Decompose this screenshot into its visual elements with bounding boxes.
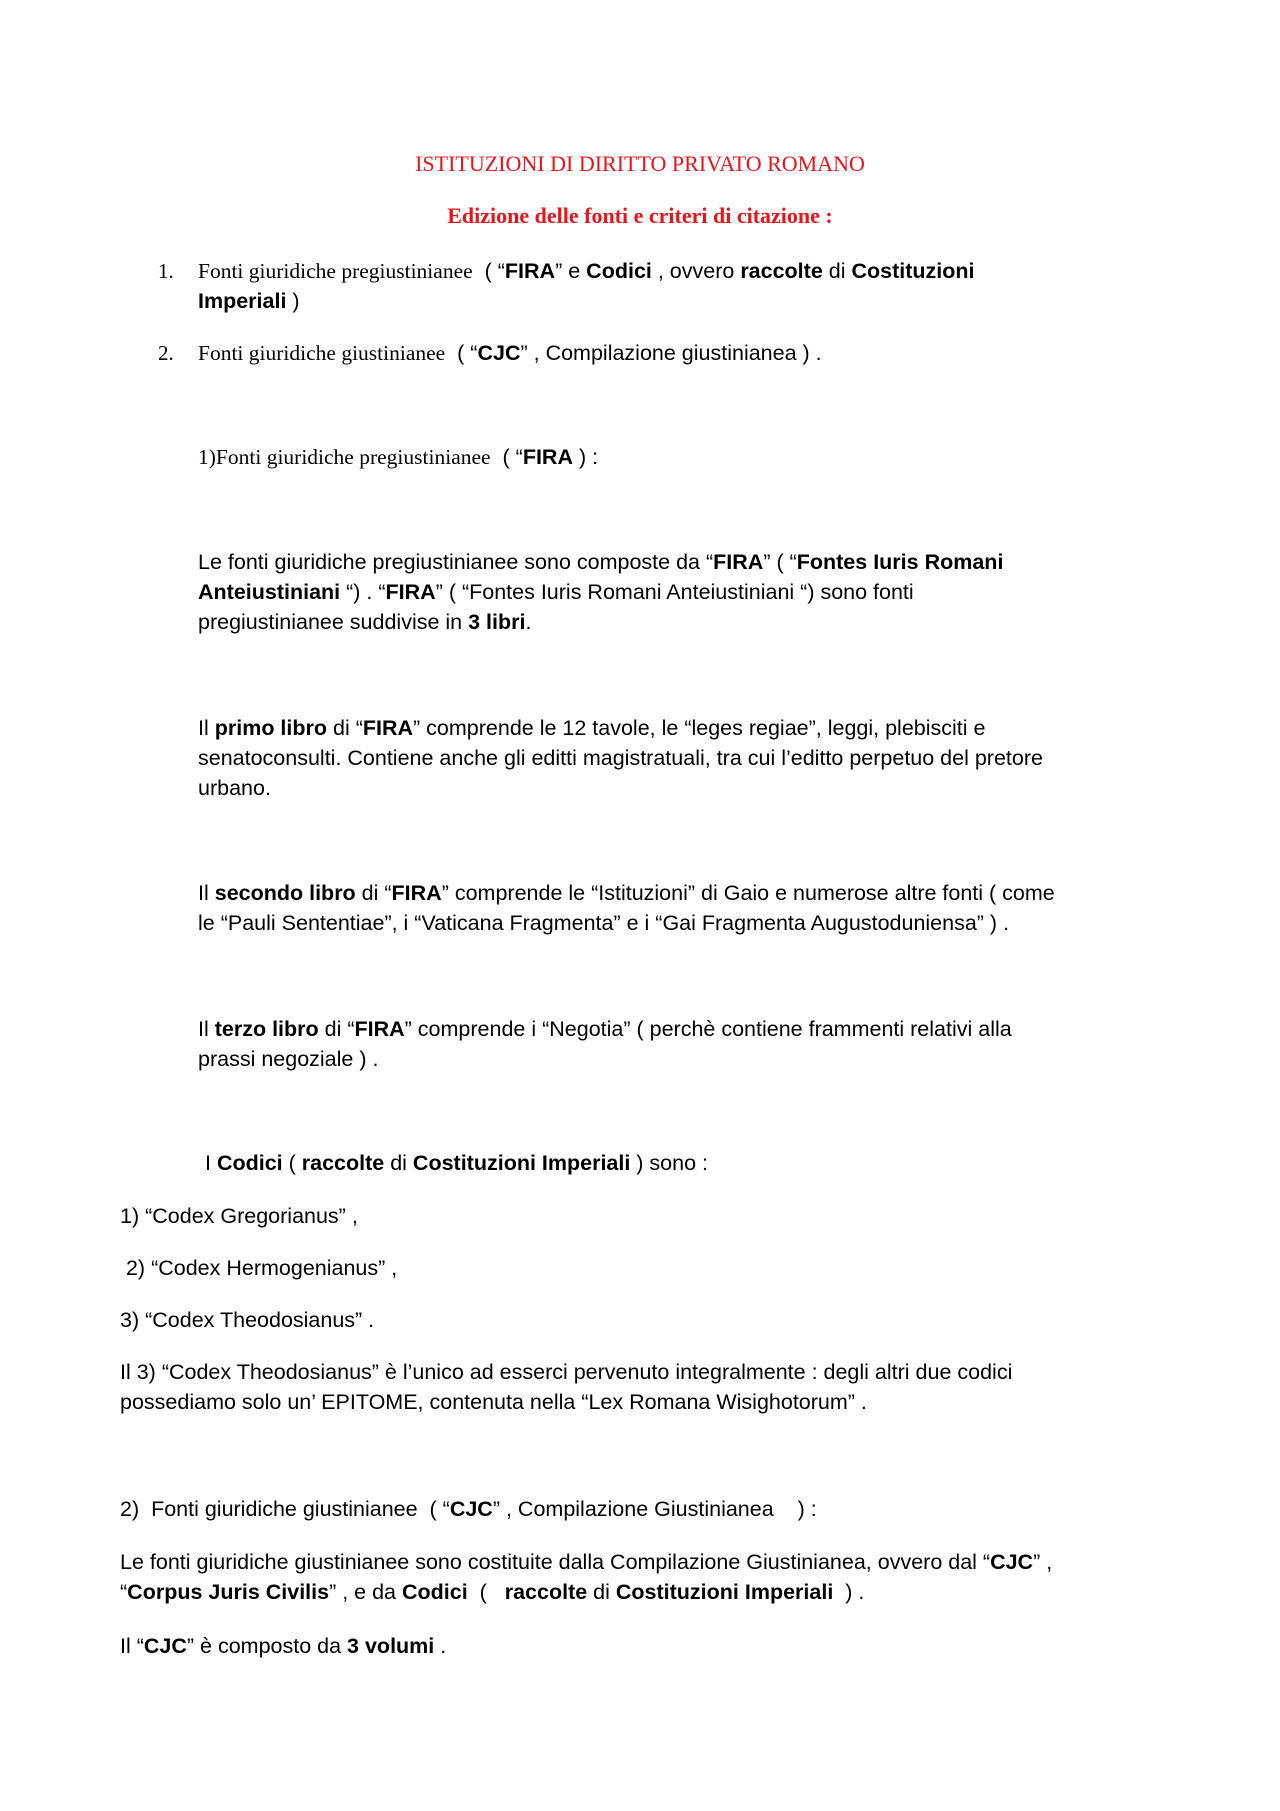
list-item-1: Fonti giuridiche pregiustinianee ( “FIRA” e Codici , ovvero raccolte di Costituzioni Imperiali ) <box>198 259 975 313</box>
paragraph-cjc-volumi: Il “CJC” è composto da 3 volumi . <box>120 1634 447 1658</box>
paragraph-codex-theodosianus: Il 3) “Codex Theodosianus” è l’unico ad esserci pervenuto integralmente : degli altri due codici possediamo solo un’ EPITOME, contenuta nella “Lex Romana Wisighotorum” . <box>120 1360 1013 1414</box>
section-heading-2: 2) Fonti giuridiche giustinianee ( “CJC” , Compilazione Giustinianea ) : <box>120 1497 817 1521</box>
list-item: 1) “Codex Gregorianus” , <box>120 1204 358 1228</box>
paragraph-terzo-libro: Il terzo libro di “FIRA” comprende i “Negotia” ( perchè contiene frammenti relativi alla prassi negoziale ) . <box>198 1017 1012 1071</box>
paragraph-fira-intro: Le fonti giuridiche pregiustinianee sono composte da “FIRA” ( “Fontes Iuris Romani Anteiustiniani “) . “FIRA” ( “Fontes Iuris Romani Anteiustiniani “) sono fonti pregiustinianee suddivise in 3 libri. <box>198 550 1004 634</box>
document-subtitle: Edizione delle fonti e criteri di citazione : <box>447 203 833 228</box>
list-item: 2) “Codex Hermogenianus” , <box>120 1256 398 1280</box>
list-item: 3) “Codex Theodosianus” . <box>120 1308 375 1332</box>
section-heading-1: 1)Fonti giuridiche pregiustinianee ( “FIRA ) : <box>198 445 599 469</box>
paragraph-cjc-intro: Le fonti giuridiche giustinianee sono costituite dalla Compilazione Giustinianea, ovvero dal “CJC” , “Corpus Juris Civilis” , e da Codici ( raccolte di Costituzioni Imperiali ) . <box>120 1550 1053 1604</box>
paragraph-secondo-libro: Il secondo libro di “FIRA” comprende le “Istituzioni” di Gaio e numerose altre fonti ( come le “Pauli Sententiae”, i “Vaticana Fragmenta” e i “Gai Fragmenta Augustoduniensa” ) . <box>198 881 1055 935</box>
list-number-2: 2. <box>158 341 174 365</box>
codici-heading: I Codici ( raccolte di Costituzioni Imperiali ) sono : <box>205 1151 709 1175</box>
document-title: ISTITUZIONI DI DIRITTO PRIVATO ROMANO <box>415 151 865 176</box>
list-item-2: Fonti giuridiche giustinianee ( “CJC” , Compilazione giustinianea ) . <box>198 341 822 365</box>
list-number-1: 1. <box>158 259 174 283</box>
paragraph-primo-libro: Il primo libro di “FIRA” comprende le 12 tavole, le “leges regiae”, leggi, plebisciti e senatoconsulti. Contiene anche gli editti magistratuali, tra cui l’editto perpetuo del pretore urbano. <box>198 716 1043 800</box>
